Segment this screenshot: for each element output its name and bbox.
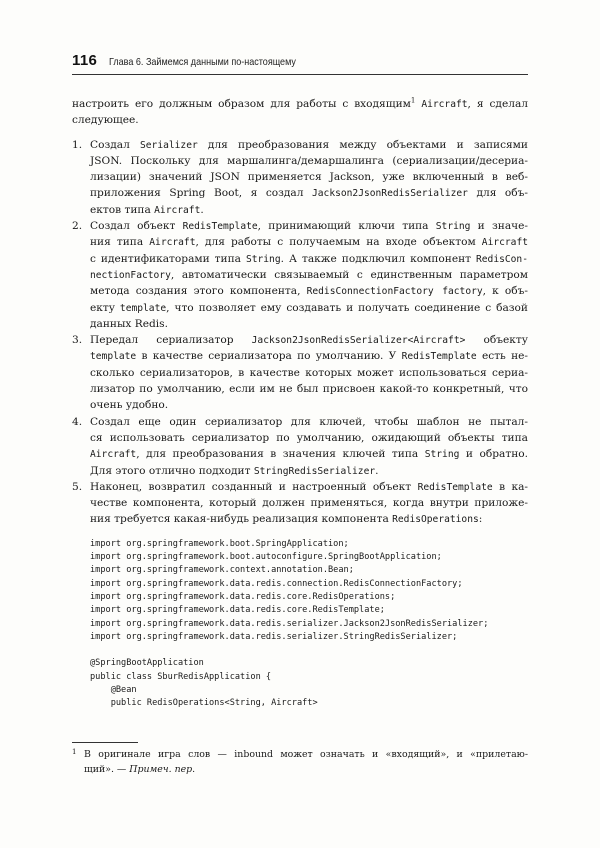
header-rule (72, 74, 528, 75)
list-item: 2. Создал объект RedisTemplate, принимающий ключи типа String и значе- ния типа Aircraft, для работы с получаемым на входе объектом Aircraft с идентификаторами типа String. А также подключил компонент RedisCon- nectionFactory, автоматически связываемый с единственным параметром метода создания этого компонента, RedisConnectionFactory factory, к объ- екту template, что позволяет ему создавать и получать соединение с базой данных Redis. (72, 220, 529, 330)
code-line: @Bean (90, 684, 137, 695)
list-number: 1. (72, 138, 83, 151)
code-line: public RedisOperations<String, Aircraft> (90, 698, 318, 709)
list-number: 5. (72, 480, 83, 493)
code-line: import org.springframework.data.redis.serializer.Jackson2JsonRedisSerializer; (90, 618, 489, 629)
code-line: import org.springframework.data.redis.connection.RedisConnectionFactory; (90, 578, 463, 589)
chapter-title: Глава 6. Займемся данными по-настоящему (109, 56, 297, 68)
list-item: 1. Создал Serializer для преобразования между объектами и записями JSON. Поскольку для маршалинга/демаршалинга (сериализации/десериа- лизации) значений JSON применяется Jackson, уже включенный в веб- приложения Spring Boot, я создал Jackson2JsonRedisSerializer для объ- ектов типа Aircraft. (72, 138, 528, 216)
list-item: 3. Передал сериализатор Jackson2JsonRedisSerializer<Aircraft> объекту template в качестве сериализатора по умолчанию. У RedisTemplate есть не- сколько сериализаторов, в качестве которых может использоваться сериа- лизатор по умолчанию, если им не был присвоен какой-то конкретный, что очень удобно. (72, 334, 529, 412)
code-line: @SpringBootApplication (90, 658, 204, 669)
footnote-rule (72, 742, 138, 743)
body-text (72, 96, 528, 711)
footnote: 1 В оригинале игра слов — inbound может означать и «входящий», и «прилетаю- щий». — Примеч. пер. (72, 747, 528, 777)
list-number: 2. (72, 220, 83, 233)
intro-paragraph: настроить его должным образом для работы с входящим$^1$ Aircraft, я сделал следующее. (72, 96, 528, 127)
code-line: import org.springframework.data.redis.core.RedisTemplate; (90, 605, 385, 616)
code-line: import org.springframework.boot.SpringApplication; (90, 538, 349, 549)
list-item: 4. Создал еще один сериализатор для ключей, чтобы шаблон не пытал- ся использовать сериализатор по умолчанию, ожидающий объекты типа Aircraft, для преобразования в значения ключей типа String и обратно. Для этого отлично подходит StringRedisSerializer. (72, 415, 528, 477)
page-header (72, 52, 326, 74)
footnote-mark: 1 (72, 748, 77, 756)
code-listing (72, 538, 528, 711)
code-line: import org.springframework.data.redis.core.RedisOperations; (90, 591, 396, 602)
list-item: 5. Наконец, возвратил созданный и настроенный объект RedisTemplate в ка- честве компонента, который должен применяться, когда внутри приложе- ния требуется какая-нибудь реализация компонента RedisOperations: (72, 480, 529, 526)
list-number: 4. (72, 415, 83, 428)
page-number: 116 (72, 52, 98, 69)
code-line: public class SburRedisApplication { (90, 671, 272, 682)
code-line: import org.springframework.context.annotation.Bean; (90, 565, 354, 576)
code-line: import org.springframework.boot.autoconfigure.SpringBootApplication; (90, 552, 442, 563)
list-number: 3. (72, 334, 83, 347)
code-line: import org.springframework.data.redis.serializer.StringRedisSerializer; (90, 631, 458, 642)
footnote-ref: 1 (410, 96, 416, 105)
